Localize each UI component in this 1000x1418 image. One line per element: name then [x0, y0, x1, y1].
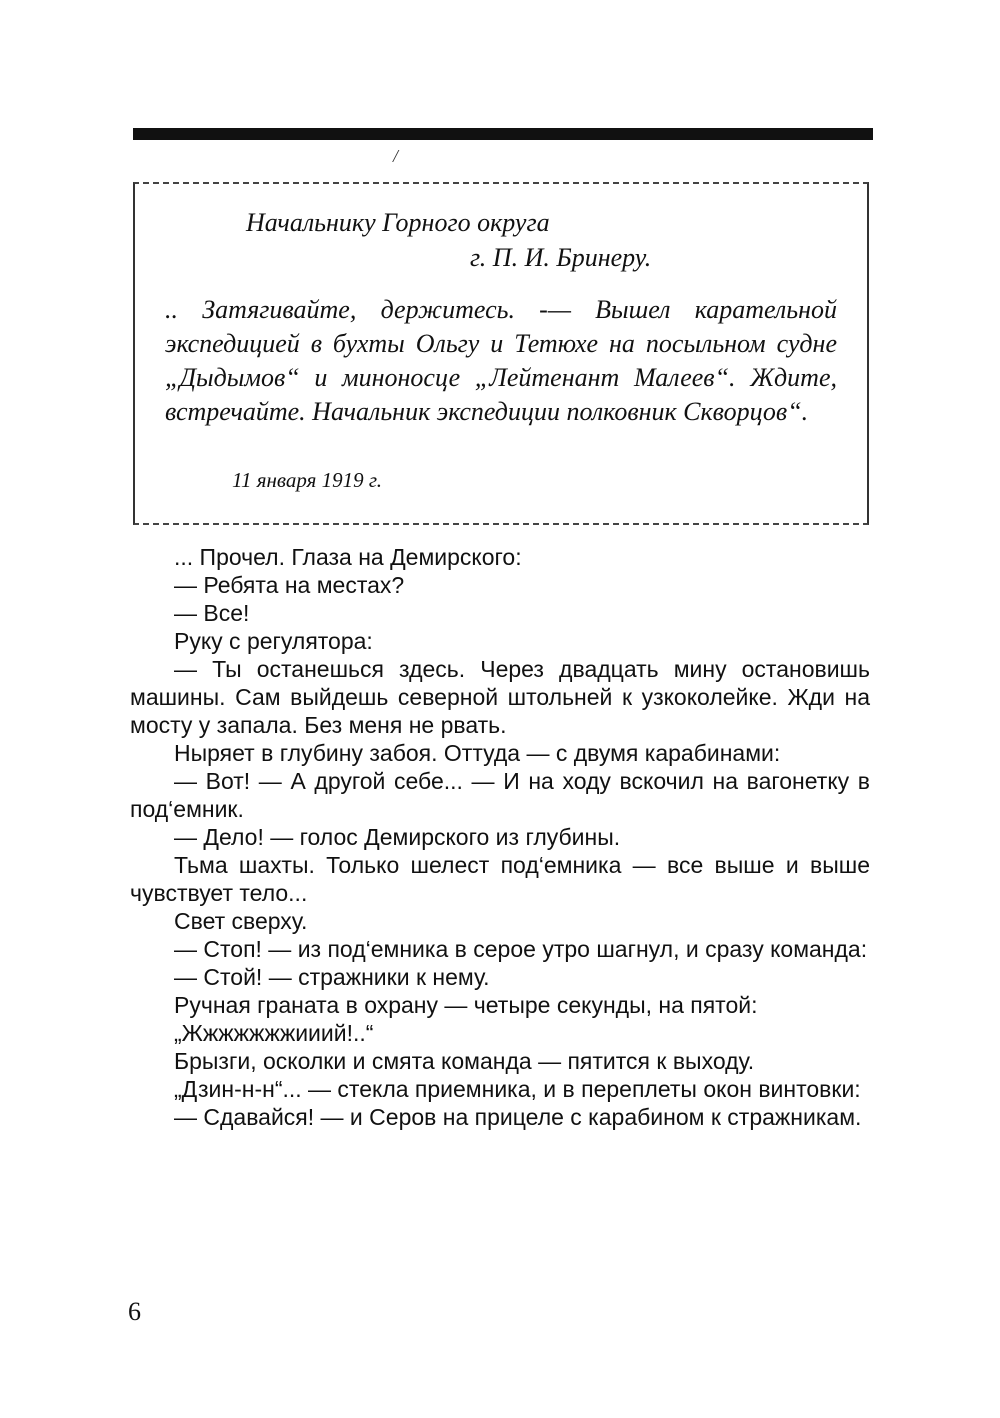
paragraph: Руку с регулятора:: [174, 628, 373, 654]
paragraph: Свет сверху.: [174, 908, 308, 934]
paragraph: — Дело! — голос Демирского из глубины.: [174, 824, 621, 850]
telegram-body: .. Затягивайте, держитесь. -— Вышел карательной экспедицией в бухты Ольгу и Тетюхе на посыльном судне „Дыдымов“ и миноносце „Лейтенант Малеев“. Ждите, встречайте. Начальник экспедиции полковник Скворцов“.: [165, 295, 837, 426]
paragraph: — Стой! — стражники к нему.: [174, 964, 490, 990]
paragraph: „Дзин-н-н“... — стекла приемника, и в переплеты окон винтовки:: [174, 1076, 861, 1102]
paragraph: Брызги, осколки и смята команда — пятится к выходу.: [174, 1048, 755, 1074]
paragraph: — Ты останешься здесь. Через двадцать мину остановишь машины. Сам выйдешь северной штольней к узкоколейке. Жди на мосту у запала. Без меня не рвать.: [130, 656, 870, 738]
paragraph: — Вот! — А другой себе... — И на ходу вскочил на вагонетку в под‘емник.: [130, 768, 870, 822]
telegram-date: 11 января 1919 г.: [232, 468, 382, 492]
page-number: 6: [128, 1297, 141, 1326]
paragraph: Ныряет в глубину забоя. Оттуда — с двумя карабинами:: [174, 740, 781, 766]
paragraph: ... Прочел. Глаза на Демирского:: [174, 544, 522, 570]
paragraph: — Ребята на местах?: [174, 572, 405, 598]
paragraph: „Жжжжжжжииий!..“: [174, 1020, 374, 1046]
paragraph: Тьма шахты. Только шелест под‘емника — все выше и выше чувствует тело...: [130, 852, 870, 906]
top-rule: [133, 128, 873, 140]
telegram-address-line-1: Начальнику Горного округа: [246, 208, 550, 237]
paragraph: Ручная граната в охрану — четыре секунды, на пятой:: [174, 992, 758, 1018]
telegram-address-line-2: г. П. И. Бринеру.: [470, 243, 652, 272]
stray-mark: /: [393, 146, 399, 166]
paragraph: — Все!: [174, 600, 250, 626]
paragraph: — Стоп! — из под‘емника в серое утро шагнул, и сразу команда:: [174, 936, 868, 962]
paragraph: — Сдавайся! — и Серов на прицеле с карабином к стражникам.: [174, 1104, 862, 1130]
prose-text: [130, 543, 870, 1131]
